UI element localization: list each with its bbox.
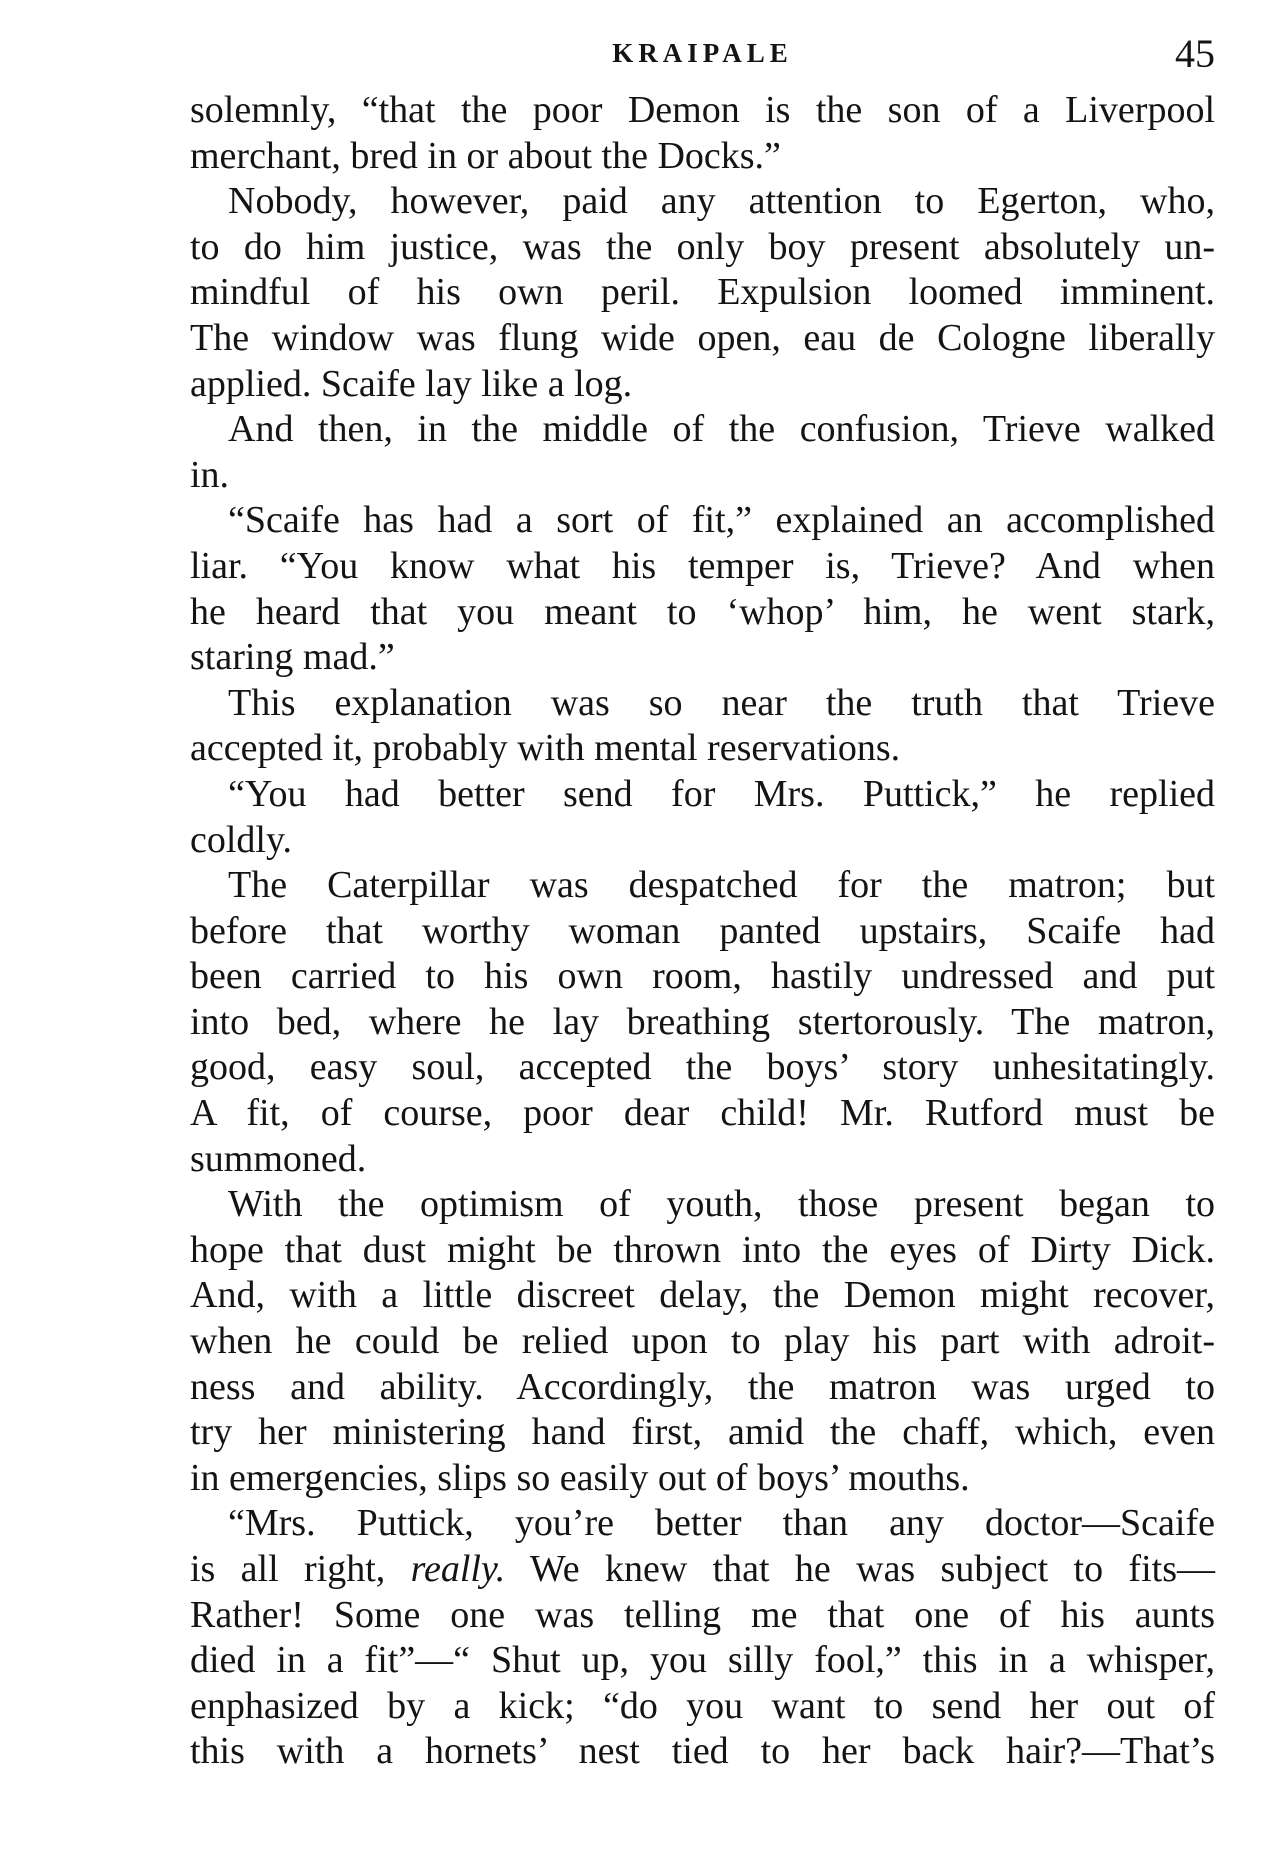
text-line: merchant, bred in or about the Docks.” — [190, 134, 781, 177]
text-line: liar. “You know what his temper is, Trieve? And when — [190, 544, 1215, 587]
text-line: coldly. — [190, 818, 293, 861]
text-line: applied. Scaife lay like a log. — [190, 362, 633, 405]
text-line: he heard that you meant to ‘whop’ him, he went stark, — [190, 590, 1215, 633]
text-line: staring mad.” — [190, 636, 395, 679]
text-line: died in a fit”—“ Shut up, you silly fool,” this in a whisper, — [190, 1639, 1215, 1682]
text-line: to do him justice, was the only boy present absolutely un- — [190, 225, 1215, 268]
text-line: mindful of his own peril. Expulsion loomed imminent. — [190, 271, 1215, 314]
text-line: Rather! Some one was telling me that one of his aunts — [190, 1593, 1215, 1636]
text-line: good, easy soul, accepted the boys’ story unhesitatingly. — [190, 1046, 1215, 1089]
text-line: before that worthy woman panted upstairs, Scaife had — [190, 909, 1215, 952]
running-head — [190, 30, 1215, 80]
running-head-title: KRAIPALE — [612, 38, 793, 68]
text-line: And, with a little discreet delay, the Demon might recover, — [190, 1274, 1215, 1317]
text-line: A fit, of course, poor dear child! Mr. Rutford must be — [190, 1092, 1215, 1135]
text-line: summoned. — [190, 1137, 367, 1180]
text-line: in. — [190, 453, 230, 496]
text-line: when he could be relied upon to play his part with adroit- — [190, 1320, 1215, 1363]
text-line: into bed, where he lay breathing stertorously. The matron, — [190, 1000, 1215, 1043]
text-line: hope that dust might be thrown into the eyes of Dirty Dick. — [190, 1228, 1215, 1271]
text-line: This explanation was so near the truth that Trieve — [228, 681, 1215, 724]
text-line: “Scaife has had a sort of fit,” explained an accomplished — [228, 499, 1215, 542]
body-text — [190, 88, 1215, 1775]
text-line: The window was flung wide open, eau de Cologne liberally — [190, 316, 1215, 359]
text-line: this with a hornets’ nest tied to her back hair?—That’s — [190, 1730, 1215, 1773]
text-line: ness and ability. Accordingly, the matron was urged to — [190, 1365, 1215, 1408]
text-line: try her ministering hand first, amid the chaff, which, even — [190, 1411, 1215, 1454]
text-line: “You had better send for Mrs. Puttick,” he replied — [228, 772, 1215, 815]
text-segment: is all right, — [190, 1548, 411, 1590]
text-segment: We knew that he was subject to fits— — [505, 1548, 1215, 1590]
text-line: enphasized by a kick; “do you want to send her out of — [190, 1684, 1215, 1727]
text-line: been carried to his own room, hastily undressed and put — [190, 955, 1215, 998]
text-line: The Caterpillar was despatched for the matron; but — [228, 864, 1215, 907]
italic-word: really. — [410, 1548, 506, 1590]
text-line — [190, 1547, 1215, 1593]
text-line: solemnly, “that the poor Demon is the son of a Liverpool — [190, 89, 1215, 131]
text-line: With the optimism of youth, those present began to — [228, 1183, 1215, 1226]
text-line: Nobody, however, paid any attention to Egerton, who, — [228, 180, 1215, 223]
text-line: And then, in the middle of the confusion, Trieve walked — [228, 408, 1215, 451]
text-line: in emergencies, slips so easily out of boys’ mouths. — [190, 1456, 970, 1499]
page-number: 45 — [1175, 31, 1215, 76]
text-line: “Mrs. Puttick, you’re better than any doctor—Scaife — [228, 1502, 1215, 1545]
text-line: accepted it, probably with mental reservations. — [190, 727, 901, 770]
